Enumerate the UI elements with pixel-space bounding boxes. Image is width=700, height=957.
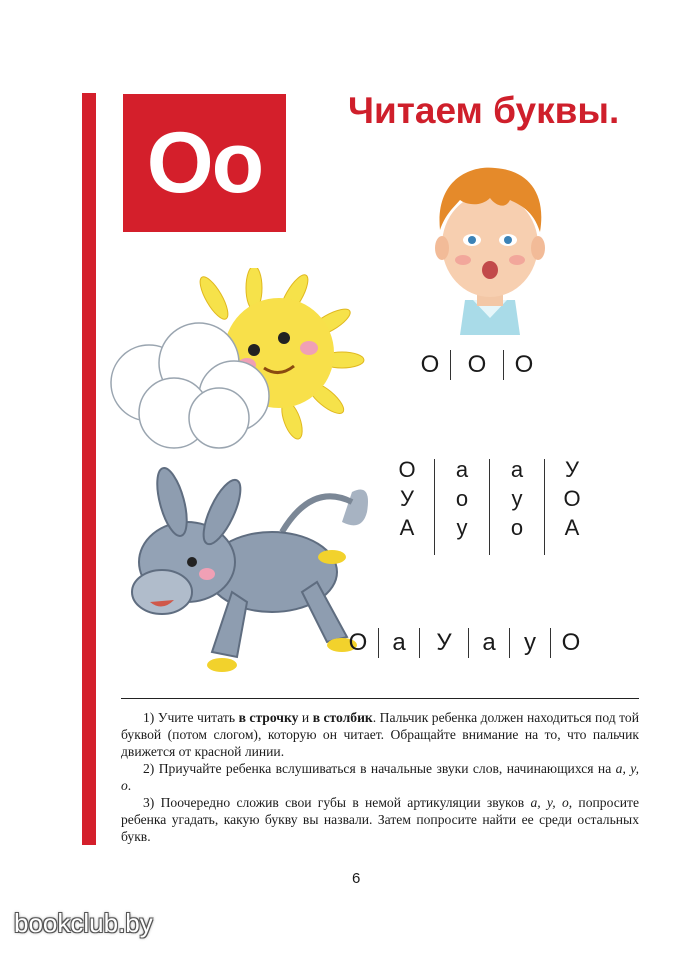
- row2-letter: а: [392, 629, 406, 656]
- watermark: bookclub.by: [14, 908, 153, 938]
- grid-letter: о: [455, 486, 469, 511]
- grid-letter: о: [510, 515, 524, 540]
- grid-column: [490, 455, 544, 555]
- grid-letter: а: [510, 457, 524, 482]
- boy-illustration: [425, 160, 555, 335]
- row1-letter: О: [467, 351, 487, 378]
- page-number: 6: [352, 870, 361, 887]
- grid-column: [435, 455, 489, 555]
- grid-letter: у: [456, 515, 468, 540]
- instructions: [121, 709, 639, 845]
- letter-heading: Оо: [146, 115, 263, 211]
- row2-letter: У: [436, 629, 452, 656]
- grid-letter: А: [564, 515, 580, 540]
- grid-column: [545, 455, 599, 555]
- letter-grid: [380, 455, 599, 555]
- row2-letter: О: [561, 629, 581, 656]
- notes-divider: [121, 698, 639, 699]
- grid-letter: А: [399, 515, 415, 540]
- grid-letter: у: [511, 486, 523, 511]
- row2-letter: у: [524, 629, 536, 656]
- grid-letter: У: [400, 486, 414, 511]
- instruction-3: 3) Поочередно сложив свои губы в немой артикуляции звуков а, у, о, попросите ребенка угадать, какую букву вы назвали. Затем попросите найти ее среди остальных букв.: [121, 795, 639, 844]
- page-title: Читаем буквы.: [348, 90, 620, 131]
- grid-letter: О: [563, 486, 581, 511]
- instruction-1: 1) Учите читать в строчку и в столбик. Пальчик ребенка должен находиться под той буквой (потом слогом), которую он читает. Обращайте внимание на то, что пальчик движется от красной линии.: [121, 710, 639, 759]
- row2-letter: а: [482, 629, 496, 656]
- letter-row-1: [410, 350, 544, 380]
- letter-row-2: [338, 628, 591, 658]
- sun-cloud-illustration: [104, 268, 379, 453]
- row2-letter: О: [348, 629, 368, 656]
- row1-letter: О: [420, 351, 440, 378]
- red-margin-line: [82, 93, 96, 845]
- letter-block: [123, 94, 286, 232]
- grid-column: [380, 455, 434, 555]
- grid-letter: а: [455, 457, 469, 482]
- row1-letter: О: [514, 351, 534, 378]
- grid-letter: У: [565, 457, 579, 482]
- grid-letter: О: [398, 457, 416, 482]
- instruction-2: 2) Приучайте ребенка вслушиваться в начальные звуки слов, начинающихся на а, у, о.: [121, 761, 639, 793]
